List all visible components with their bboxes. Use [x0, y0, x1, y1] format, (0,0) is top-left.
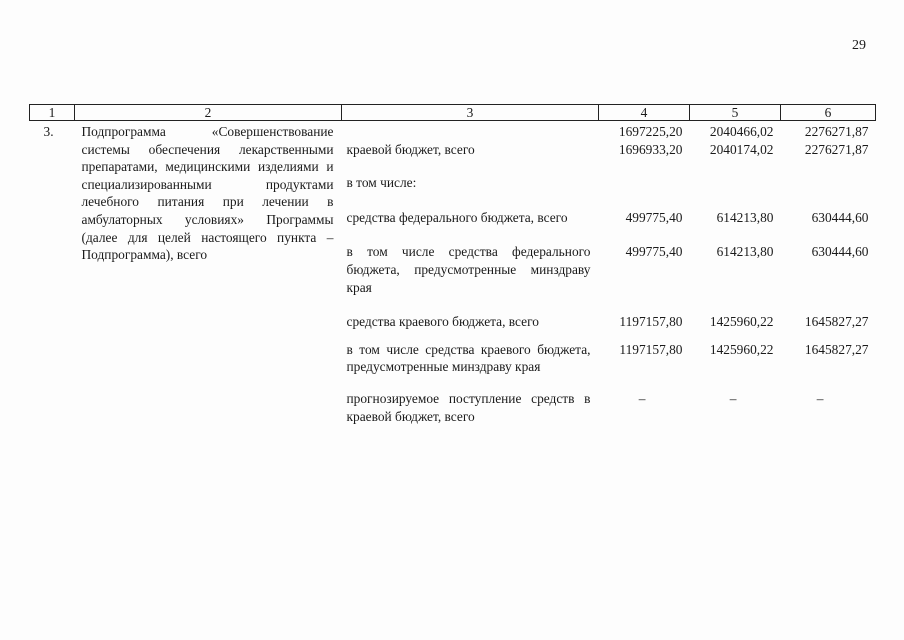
value-cell: 1645827,27 [804, 341, 869, 357]
value-cell: 2276271,87 [804, 141, 869, 157]
value-cell: 1197157,80 [619, 314, 683, 330]
value-cell [599, 158, 690, 192]
funding-source-label: в том числе: [346, 175, 417, 191]
header-cell-5: 5 [690, 105, 781, 121]
header-cell-4: 4 [599, 105, 690, 121]
value-cell: 630444,60 [811, 244, 869, 260]
value-cell: 1696933,20 [618, 141, 683, 157]
value-cell: 1197157,80 [619, 341, 683, 357]
value-cell: 630444,60 [811, 209, 869, 225]
value-cell: 614213,80 [716, 244, 774, 260]
value-cell: 1645827,27 [804, 314, 869, 330]
value-cell: – [729, 390, 737, 406]
value-cell: 2276271,87 [804, 124, 869, 139]
funding-source-label: в том числе средства федерального бюджета, предусмотренные минздраву края [346, 244, 591, 295]
budget-table [29, 104, 876, 425]
funding-source-label: прогнозируемое поступление средств в краевой бюджет, всего [346, 390, 591, 424]
page-number: 29 [852, 38, 866, 53]
value-cell: 2040466,02 [709, 124, 774, 139]
value-cell: 499775,40 [625, 209, 683, 225]
value-cell: 1425960,22 [709, 314, 774, 330]
header-cell-6: 6 [781, 105, 876, 121]
row-index: 3. [43, 124, 54, 139]
header-cell-2: 2 [75, 105, 342, 121]
value-cell: 614213,80 [716, 209, 774, 225]
funding-source-label [342, 121, 599, 141]
value-cell: – [816, 390, 824, 406]
value-cell: – [638, 390, 646, 406]
funding-source-label: краевой бюджет, всего [346, 141, 475, 157]
table-row [30, 121, 876, 141]
value-cell [781, 158, 876, 192]
funding-source-label: в том числе средства краевого бюджета, предусмотренные минздраву края [346, 341, 591, 375]
funding-source-label: средства краевого бюджета, всего [346, 314, 539, 330]
subprogram-description: Подпрограмма «Совершенствование системы обеспечения лекарственными препаратами, медицинскими изделиями и специализированными продуктами лечебного питания при лечении в амбулаторных условиях» Программы (далее для целей настоящего пункта – Подпрограмма), всего [81, 124, 334, 263]
value-cell [690, 158, 781, 192]
value-cell: 1697225,20 [618, 124, 683, 139]
header-cell-1: 1 [30, 105, 75, 121]
table-header [30, 105, 876, 121]
funding-source-label: средства федерального бюджета, всего [346, 209, 568, 225]
value-cell: 499775,40 [625, 244, 683, 260]
value-cell: 1425960,22 [709, 341, 774, 357]
value-cell: 2040174,02 [709, 141, 774, 157]
header-cell-3: 3 [342, 105, 599, 121]
